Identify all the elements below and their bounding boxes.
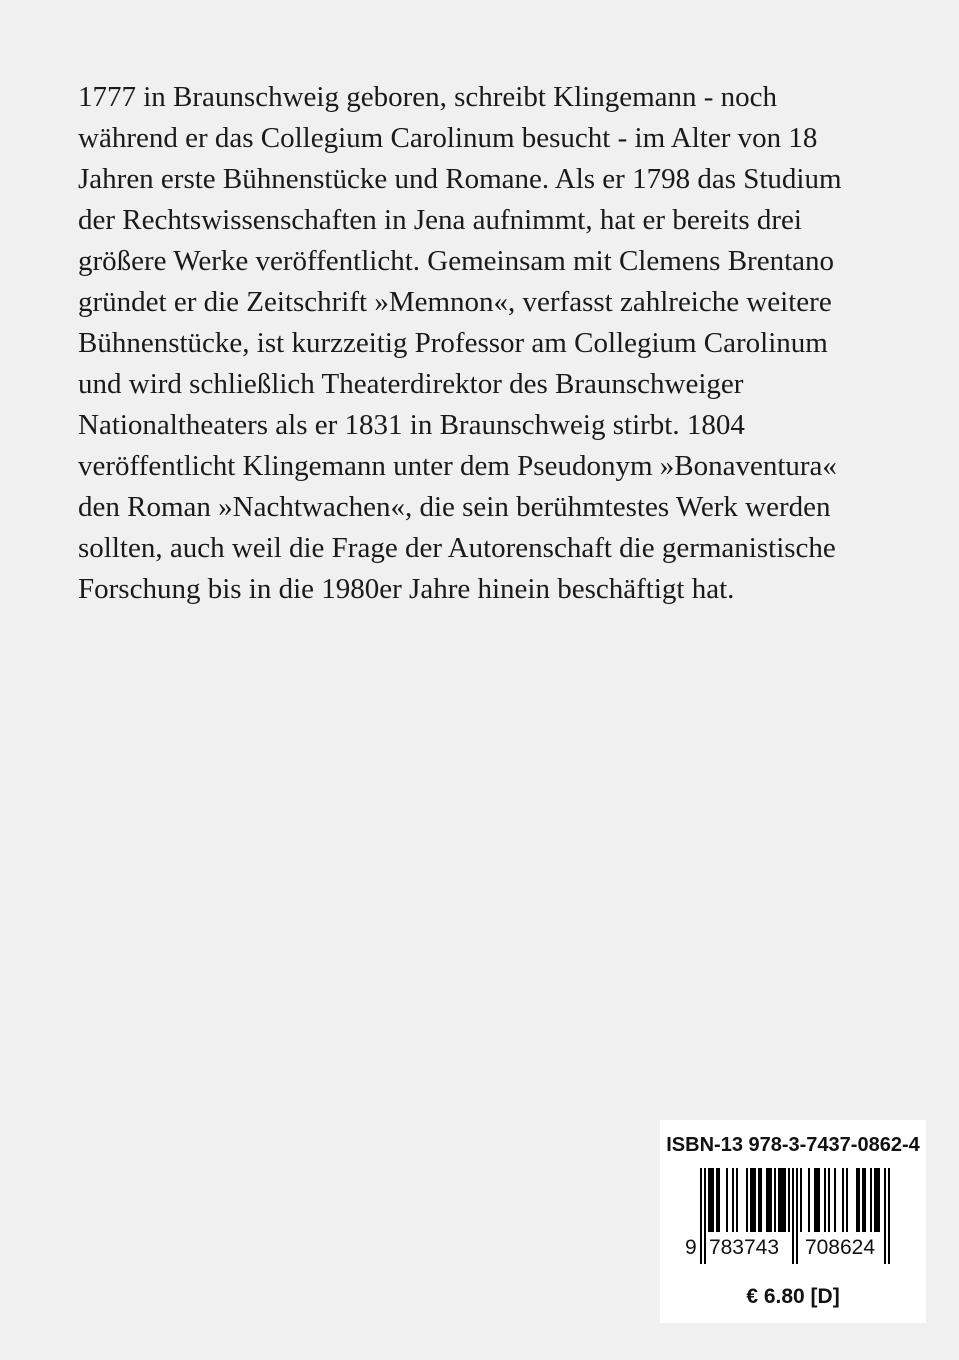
blurb-line: sollten, auch weil die Frage der Autorenschaft die germanistische: [78, 532, 836, 564]
barcode-bar: [878, 1168, 880, 1232]
barcode-bar: [864, 1168, 866, 1232]
barcode-bar: [824, 1168, 826, 1232]
barcode-bar: [876, 1168, 878, 1232]
barcode-bar: [778, 1168, 780, 1232]
barcode-bar: [874, 1168, 876, 1232]
barcode-bar: [862, 1168, 864, 1232]
back-cover-blurb: [78, 77, 878, 610]
barcode-bar: [700, 1168, 702, 1264]
blurb-line: Nationaltheaters als er 1831 in Braunschweig stirbt. 1804: [78, 409, 745, 441]
barcode-bar: [808, 1168, 810, 1232]
barcode-bar: [736, 1168, 738, 1232]
barcode-bar: [770, 1168, 772, 1232]
barcode-bar: [780, 1168, 782, 1232]
barcode-bar: [712, 1168, 714, 1232]
barcode-bar: [760, 1168, 762, 1232]
barcode-bar: [704, 1168, 706, 1264]
barcode-bar: [726, 1168, 728, 1232]
barcode-bar: [814, 1168, 816, 1232]
blurb-line: größere Werke veröffentlicht. Gemeinsam mit Clemens Brentano: [78, 245, 834, 277]
barcode-bar: [888, 1168, 890, 1264]
barcode-bar: [708, 1168, 710, 1232]
barcode-bar: [710, 1168, 712, 1232]
barcode-bar: [758, 1168, 760, 1232]
barcode-bar: [718, 1168, 720, 1232]
blurb-line: den Roman »Nachtwachen«, die sein berühmtestes Werk werden: [78, 491, 831, 523]
barcode-box: [660, 1120, 926, 1323]
barcode-bar: [788, 1168, 790, 1232]
barcode-bar: [796, 1168, 798, 1264]
barcode-bar: [746, 1168, 748, 1232]
price-label: € 6.80 [D]: [746, 1285, 840, 1308]
barcode-bar: [834, 1168, 836, 1232]
barcode-bar: [782, 1168, 784, 1232]
barcode-bar: [766, 1168, 768, 1232]
barcode-digits-left: 783743: [708, 1236, 780, 1259]
blurb-line: und wird schließlich Theaterdirektor des Braunschweiger: [78, 368, 744, 400]
barcode-bar: [828, 1168, 830, 1232]
blurb-line: während er das Collegium Carolinum besucht - im Alter von 18: [78, 122, 818, 154]
barcode-bar: [754, 1168, 756, 1232]
barcode-bar: [884, 1168, 886, 1264]
blurb-line: Forschung bis in die 1980er Jahre hinein beschäftigt hat.: [78, 573, 735, 605]
isbn-label: ISBN-13 978-3-7437-0862-4: [666, 1134, 920, 1156]
barcode-bar: [774, 1168, 776, 1232]
barcode-bar: [842, 1168, 844, 1232]
barcode-graphic: [678, 1168, 908, 1272]
barcode-bar: [732, 1168, 734, 1232]
barcode-bar: [752, 1168, 754, 1232]
barcode-bar: [716, 1168, 718, 1232]
barcode-bar: [800, 1168, 802, 1232]
barcode-bar: [768, 1168, 770, 1232]
blurb-line: 1777 in Braunschweig geboren, schreibt Klingemann - noch: [78, 81, 778, 113]
barcode-bar: [846, 1168, 848, 1232]
barcode-bar: [818, 1168, 820, 1232]
barcode-digits-right: 708624: [804, 1236, 876, 1259]
blurb-line: Jahren erste Bühnenstücke und Romane. Als er 1798 das Studium: [78, 163, 842, 195]
blurb-line: veröffentlicht Klingemann unter dem Pseudonym »Bonaventura«: [78, 450, 837, 482]
barcode-bar: [856, 1168, 858, 1232]
barcode-bar: [750, 1168, 752, 1232]
barcode-bar: [870, 1168, 872, 1232]
barcode-digit-first: 9: [685, 1236, 697, 1259]
blurb-line: der Rechtswissenschaften in Jena aufnimmt, hat er bereits drei: [78, 204, 802, 236]
blurb-line: Bühnenstücke, ist kurzzeitig Professor am Collegium Carolinum: [78, 327, 828, 359]
barcode-bar: [784, 1168, 786, 1232]
barcode-bar: [858, 1168, 860, 1232]
barcode-bar: [816, 1168, 818, 1232]
blurb-line: gründet er die Zeitschrift »Memnon«, verfasst zahlreiche weitere: [78, 286, 832, 318]
barcode-bar: [792, 1168, 794, 1264]
